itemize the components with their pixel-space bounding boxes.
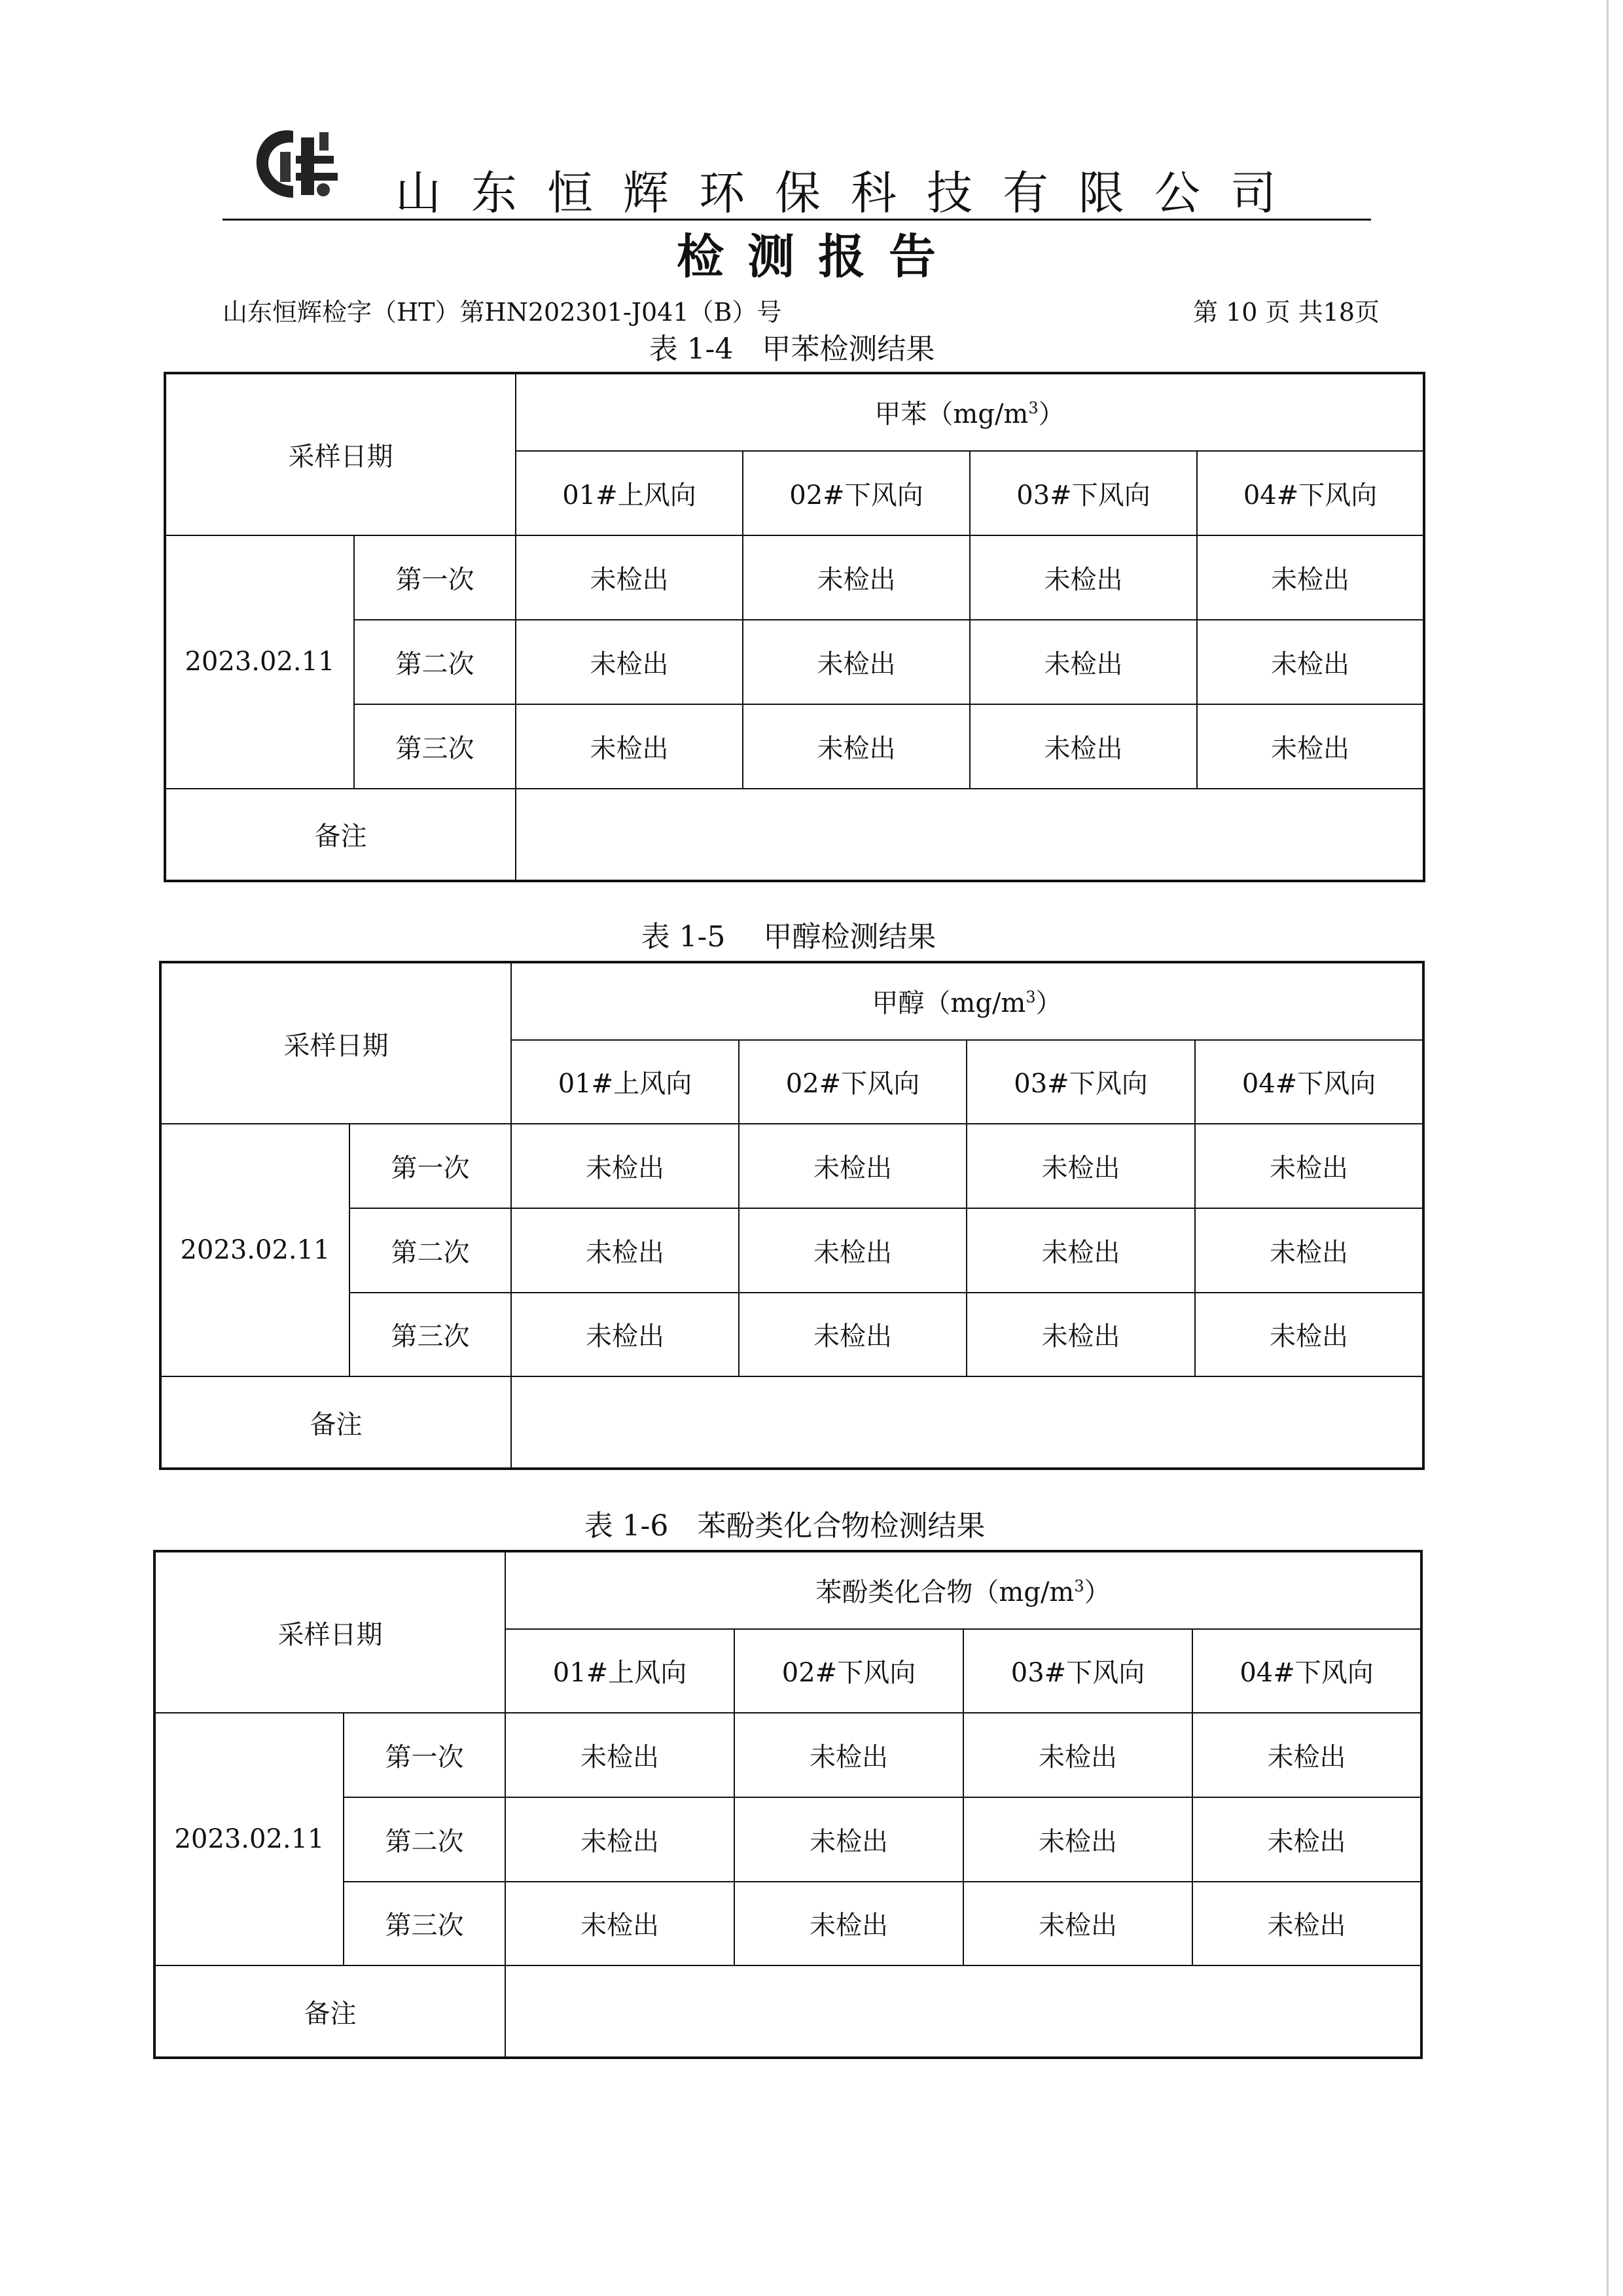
methanol-results-table bbox=[159, 961, 1425, 1470]
result-cell: 未检出 bbox=[970, 620, 1197, 704]
table-row bbox=[160, 1208, 1423, 1293]
header-divider bbox=[223, 219, 1371, 221]
column-header: 01#上风向 bbox=[505, 1629, 734, 1713]
unit-superscript: 3 bbox=[1026, 988, 1036, 1007]
column-header: 01#上风向 bbox=[511, 1040, 739, 1124]
result-cell: 未检出 bbox=[743, 620, 970, 704]
parameter-close: ） bbox=[1035, 988, 1062, 1019]
note-value bbox=[516, 789, 1424, 881]
result-cell: 未检出 bbox=[1195, 1293, 1423, 1377]
parameter-name: 甲苯（mg/m bbox=[874, 399, 1029, 430]
result-cell: 未检出 bbox=[505, 1882, 734, 1966]
note-label: 备注 bbox=[154, 1965, 505, 2058]
table-title: 表 1-6 苯酚类化合物检测结果 bbox=[584, 1509, 986, 1543]
result-cell: 未检出 bbox=[511, 1208, 739, 1293]
row-label: 第三次 bbox=[354, 704, 516, 789]
result-cell: 未检出 bbox=[1195, 1208, 1423, 1293]
company-name: 山东恒辉环保科技有限公司 bbox=[395, 166, 1306, 220]
column-header: 02#下风向 bbox=[743, 451, 970, 535]
result-cell: 未检出 bbox=[1192, 1713, 1421, 1797]
column-header: 01#上风向 bbox=[516, 451, 743, 535]
row-label: 第一次 bbox=[349, 1124, 511, 1208]
phenols-results-table bbox=[153, 1550, 1423, 2059]
report-number: 山东恒辉检字（HT）第HN202301-J041（B）号 bbox=[223, 298, 782, 327]
note-row bbox=[165, 789, 1424, 881]
result-cell: 未检出 bbox=[516, 535, 743, 620]
unit-superscript: 3 bbox=[1028, 399, 1039, 418]
column-header: 04#下风向 bbox=[1192, 1629, 1421, 1713]
note-value bbox=[511, 1376, 1423, 1469]
row-label: 第三次 bbox=[344, 1882, 505, 1966]
table-row bbox=[160, 1124, 1423, 1208]
column-header: 02#下风向 bbox=[734, 1629, 963, 1713]
unit-superscript: 3 bbox=[1074, 1577, 1084, 1596]
parameter-header bbox=[516, 373, 1424, 451]
row-label: 第二次 bbox=[349, 1208, 511, 1293]
note-label: 备注 bbox=[160, 1376, 511, 1469]
toluene-results-table bbox=[164, 372, 1425, 882]
date-header: 采样日期 bbox=[154, 1551, 505, 1713]
date-header: 采样日期 bbox=[165, 373, 516, 535]
result-cell: 未检出 bbox=[739, 1293, 967, 1377]
result-cell: 未检出 bbox=[734, 1797, 963, 1882]
parameter-header bbox=[505, 1551, 1421, 1629]
result-cell: 未检出 bbox=[967, 1293, 1195, 1377]
date-header: 采样日期 bbox=[160, 962, 511, 1124]
parameter-close: ） bbox=[1038, 399, 1065, 430]
report-title: 检测报告 bbox=[676, 228, 959, 284]
row-label: 第二次 bbox=[354, 620, 516, 704]
result-cell: 未检出 bbox=[516, 620, 743, 704]
result-cell: 未检出 bbox=[963, 1713, 1192, 1797]
table-row bbox=[154, 1882, 1421, 1966]
column-header: 04#下风向 bbox=[1195, 1040, 1423, 1124]
result-cell: 未检出 bbox=[1195, 1124, 1423, 1208]
result-cell: 未检出 bbox=[734, 1713, 963, 1797]
table-row bbox=[165, 704, 1424, 789]
note-row bbox=[160, 1376, 1423, 1469]
result-cell: 未检出 bbox=[743, 535, 970, 620]
result-cell: 未检出 bbox=[516, 704, 743, 789]
result-cell: 未检出 bbox=[970, 704, 1197, 789]
parameter-close: ） bbox=[1084, 1577, 1111, 1608]
result-cell: 未检出 bbox=[739, 1208, 967, 1293]
parameter-header bbox=[511, 962, 1423, 1040]
sample-date: 2023.02.11 bbox=[154, 1713, 344, 1965]
result-cell: 未检出 bbox=[967, 1208, 1195, 1293]
result-cell: 未检出 bbox=[970, 535, 1197, 620]
table-row bbox=[160, 1293, 1423, 1377]
row-label: 第三次 bbox=[349, 1293, 511, 1377]
page-number: 第 10 页 共18页 bbox=[1193, 298, 1380, 327]
result-cell: 未检出 bbox=[743, 704, 970, 789]
table-row bbox=[154, 1713, 1421, 1797]
result-cell: 未检出 bbox=[1192, 1882, 1421, 1966]
result-cell: 未检出 bbox=[1197, 704, 1424, 789]
sample-date: 2023.02.11 bbox=[160, 1124, 349, 1376]
column-header: 03#下风向 bbox=[970, 451, 1197, 535]
result-cell: 未检出 bbox=[1197, 535, 1424, 620]
row-label: 第二次 bbox=[344, 1797, 505, 1882]
note-row bbox=[154, 1965, 1421, 2058]
result-cell: 未检出 bbox=[505, 1713, 734, 1797]
result-cell: 未检出 bbox=[963, 1882, 1192, 1966]
column-header: 02#下风向 bbox=[739, 1040, 967, 1124]
table-row bbox=[165, 620, 1424, 704]
result-cell: 未检出 bbox=[734, 1882, 963, 1966]
column-header: 03#下风向 bbox=[967, 1040, 1195, 1124]
row-label: 第一次 bbox=[354, 535, 516, 620]
result-cell: 未检出 bbox=[739, 1124, 967, 1208]
result-cell: 未检出 bbox=[967, 1124, 1195, 1208]
result-cell: 未检出 bbox=[1192, 1797, 1421, 1882]
result-cell: 未检出 bbox=[511, 1293, 739, 1377]
table-row bbox=[165, 535, 1424, 620]
table-title: 表 1-4 甲苯检测结果 bbox=[649, 332, 935, 366]
scan-edge-line bbox=[1607, 0, 1609, 2296]
table-title: 表 1-5 甲醇检测结果 bbox=[641, 920, 936, 954]
note-label: 备注 bbox=[165, 789, 516, 881]
row-label: 第一次 bbox=[344, 1713, 505, 1797]
column-header: 04#下风向 bbox=[1197, 451, 1424, 535]
note-value bbox=[505, 1965, 1421, 2058]
parameter-name: 苯酚类化合物（mg/m bbox=[815, 1577, 1075, 1608]
sample-date: 2023.02.11 bbox=[165, 535, 354, 789]
result-cell: 未检出 bbox=[1197, 620, 1424, 704]
company-logo-icon bbox=[242, 118, 347, 209]
result-cell: 未检出 bbox=[505, 1797, 734, 1882]
parameter-name: 甲醇（mg/m bbox=[872, 988, 1026, 1019]
column-header: 03#下风向 bbox=[963, 1629, 1192, 1713]
table-row bbox=[154, 1797, 1421, 1882]
result-cell: 未检出 bbox=[511, 1124, 739, 1208]
result-cell: 未检出 bbox=[963, 1797, 1192, 1882]
